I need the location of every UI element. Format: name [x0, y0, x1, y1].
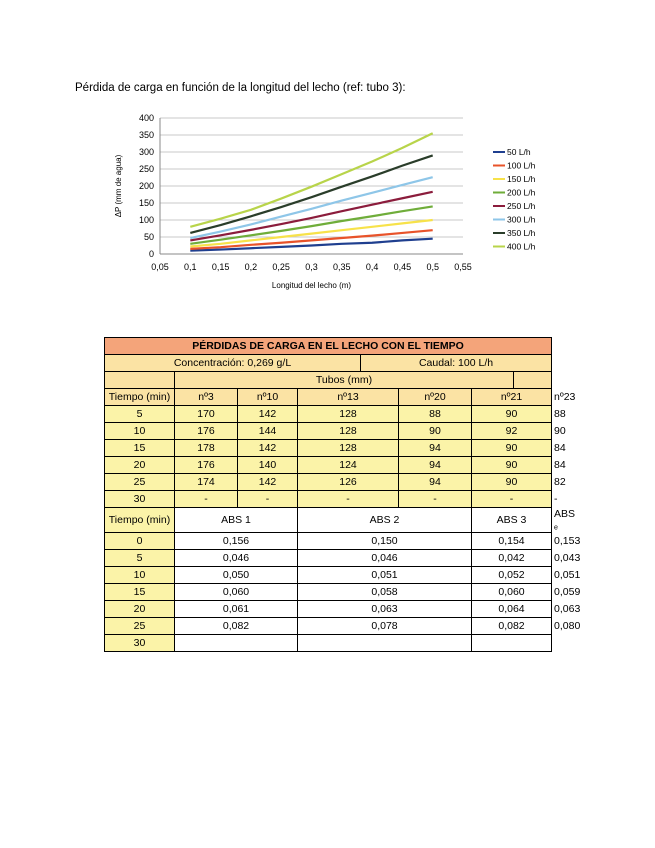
pressure-cell: 92: [472, 423, 552, 440]
pressure-cell: 88: [399, 406, 472, 423]
empty-header-cell: [105, 372, 175, 389]
y-axis-title: ΔP (mm de agua): [114, 154, 123, 218]
abs-cell: 0,063: [298, 601, 472, 618]
x-axis-title: Longitud del lecho (m): [271, 281, 352, 290]
time-cell: 10: [105, 423, 175, 440]
flow-label: Caudal: 100 L/h: [361, 355, 552, 372]
series-line: [190, 155, 432, 233]
y-tick-label: 250: [138, 164, 154, 174]
pressure-cell: 128: [298, 440, 399, 457]
time-cell: 5: [105, 406, 175, 423]
legend-label: 100 L/h: [507, 160, 536, 171]
x-tick-label: 0,4: [365, 262, 379, 272]
time-cell: 20: [105, 457, 175, 474]
tubes-label: Tubos (mm): [175, 372, 514, 389]
pressure-cell: 128: [298, 406, 399, 423]
time-cell: 25: [105, 618, 175, 635]
abs-cell: 0,060: [175, 584, 298, 601]
table-row: 10 176 144 128 90 92 90: [105, 423, 552, 440]
tube-header: nº13: [298, 389, 399, 406]
pressure-cell: 144: [238, 423, 298, 440]
legend-label: 350 L/h: [507, 228, 536, 238]
time-cell: 25: [105, 474, 175, 491]
x-tick-label: 0,55: [454, 262, 472, 272]
abs-cell: 0,058: [298, 584, 472, 601]
time-cell: 30: [105, 635, 175, 652]
tube-header: nº21: [472, 389, 552, 406]
table-row: 25 174 142 126 94 90 82: [105, 474, 552, 491]
x-tick-label: 0,05: [151, 262, 169, 272]
y-tick-label: 200: [138, 181, 154, 191]
abs-cell: 0,082: [472, 618, 552, 635]
pressure-cell: 126: [298, 474, 399, 491]
tube-header: nº3: [175, 389, 238, 406]
abs-cell: 0,078: [298, 618, 472, 635]
time-header: Tiempo (min): [105, 508, 175, 533]
x-tick-label: 0,5: [426, 262, 439, 272]
y-tick-label: 400: [138, 113, 154, 123]
x-tick-label: 0,15: [211, 262, 230, 272]
table-row: [105, 372, 552, 389]
abs-cell: [175, 635, 298, 652]
table-title: PÉRDIDAS DE CARGA EN EL LECHO CON EL TIEMPO: [105, 338, 552, 355]
y-tick-label: 300: [138, 147, 154, 157]
table-row: 30 - - - - - -: [105, 491, 552, 508]
pressure-cell: 94: [399, 440, 472, 457]
pressure-cell: 178: [175, 440, 238, 457]
abs-cell: 0,061: [175, 601, 298, 618]
concentration-label: Concentración: 0,269 g/L: [105, 355, 361, 372]
table-row: Tiempo (min) ABS 1 ABS 2 ABS 3 ABS ₑ: [105, 508, 552, 533]
abs-cell: 0,046: [175, 550, 298, 567]
table-row: 15 178 142 128 94 90 84: [105, 440, 552, 457]
pressure-loss-chart: [105, 108, 565, 298]
x-tick-label: 0,2: [244, 262, 258, 272]
pressure-cell: 94: [399, 457, 472, 474]
time-header: Tiempo (min): [105, 389, 175, 406]
time-cell: 20: [105, 601, 175, 618]
pressure-cell: 142: [238, 440, 298, 457]
abs-cell: 0,082: [175, 618, 298, 635]
pressure-cell: 94: [399, 474, 472, 491]
time-cell: 5: [105, 550, 175, 567]
table-row: 15 0,060 0,058 0,060 0,059: [105, 584, 552, 601]
pressure-cell: -: [472, 491, 552, 508]
time-cell: 10: [105, 567, 175, 584]
abs-cell: 0,046: [298, 550, 472, 567]
x-tick-label: 0,35: [333, 262, 351, 272]
abs-cell: 0,150: [298, 533, 472, 550]
legend-label: 200 L/h: [507, 187, 536, 198]
table-row: [105, 635, 552, 652]
legend-label: 300 L/h: [507, 214, 536, 225]
time-cell: 15: [105, 584, 175, 601]
table-row: [105, 355, 552, 372]
y-tick-label: 0: [148, 249, 154, 259]
abs-cell: [472, 635, 552, 652]
table-row: 25 0,082 0,078 0,082 0,080: [105, 618, 552, 635]
pressure-cell: 90: [472, 440, 552, 457]
table-row: 5 170 142 128 88 90 88: [105, 406, 552, 423]
time-cell: 30: [105, 491, 175, 508]
time-cell: 0: [105, 533, 175, 550]
abs-cell: 0,052: [472, 567, 552, 584]
y-tick-label: 350: [138, 130, 154, 140]
y-tick-label: 100: [138, 215, 154, 225]
document-caption: Pérdida de carga en función de la longitud del lecho (ref: tubo 3):: [75, 82, 406, 94]
pressure-cell: -: [175, 491, 238, 508]
table-row: 5 0,046 0,046 0,042 0,043: [105, 550, 552, 567]
legend-label: 400 L/h: [507, 241, 536, 252]
legend-label: 250 L/h: [507, 201, 536, 211]
legend-label: 150 L/h: [507, 174, 536, 184]
table-row: 10 0,050 0,051 0,052 0,051: [105, 567, 552, 584]
tube-header: nº10: [238, 389, 298, 406]
pressure-cell: 140: [238, 457, 298, 474]
abs-cell: 0,156: [175, 533, 298, 550]
table-row: [105, 338, 552, 355]
x-tick-label: 0,45: [393, 262, 412, 272]
abs-header: ABS 1: [175, 508, 298, 533]
pressure-cell: 176: [175, 423, 238, 440]
y-tick-label: 150: [138, 198, 154, 208]
pressure-cell: 90: [472, 406, 552, 423]
table-row: 20 176 140 124 94 90 84: [105, 457, 552, 474]
pressure-cell: 174: [175, 474, 238, 491]
time-cell: 15: [105, 440, 175, 457]
pressure-cell: 170: [175, 406, 238, 423]
empty-header-cell: [514, 372, 552, 389]
pressure-cell: -: [298, 491, 399, 508]
pressure-cell: 176: [175, 457, 238, 474]
pressure-cell: 142: [238, 406, 298, 423]
x-tick-label: 0,3: [305, 262, 318, 272]
pressure-cell: 128: [298, 423, 399, 440]
pressure-cell: -: [399, 491, 472, 508]
table-row: 0 0,156 0,150 0,154 0,153: [105, 533, 552, 550]
abs-header: ABS 2: [298, 508, 472, 533]
pressure-cell: 90: [472, 474, 552, 491]
abs-cell: 0,154: [472, 533, 552, 550]
tube-header: nº20: [399, 389, 472, 406]
y-tick-label: 50: [143, 232, 154, 242]
pressure-cell: 90: [399, 423, 472, 440]
abs-cell: 0,064: [472, 601, 552, 618]
table-row: 20 0,061 0,063 0,064 0,063: [105, 601, 552, 618]
pressure-cell: -: [238, 491, 298, 508]
abs-header: ABS 3: [472, 508, 552, 533]
x-tick-label: 0,25: [272, 262, 290, 272]
abs-cell: [298, 635, 472, 652]
table-row: Tiempo (min) nº3 nº10 nº13 nº20 nº21 nº23: [105, 389, 552, 406]
legend-label: 50 L/h: [507, 147, 531, 157]
pressure-loss-table: [104, 337, 581, 652]
abs-cell: 0,050: [175, 567, 298, 584]
abs-cell: 0,051: [298, 567, 472, 584]
pressure-cell: 90: [472, 457, 552, 474]
pressure-cell: 142: [238, 474, 298, 491]
abs-cell: 0,042: [472, 550, 552, 567]
pressure-cell: 124: [298, 457, 399, 474]
x-tick-label: 0,1: [184, 262, 197, 272]
abs-cell: 0,060: [472, 584, 552, 601]
